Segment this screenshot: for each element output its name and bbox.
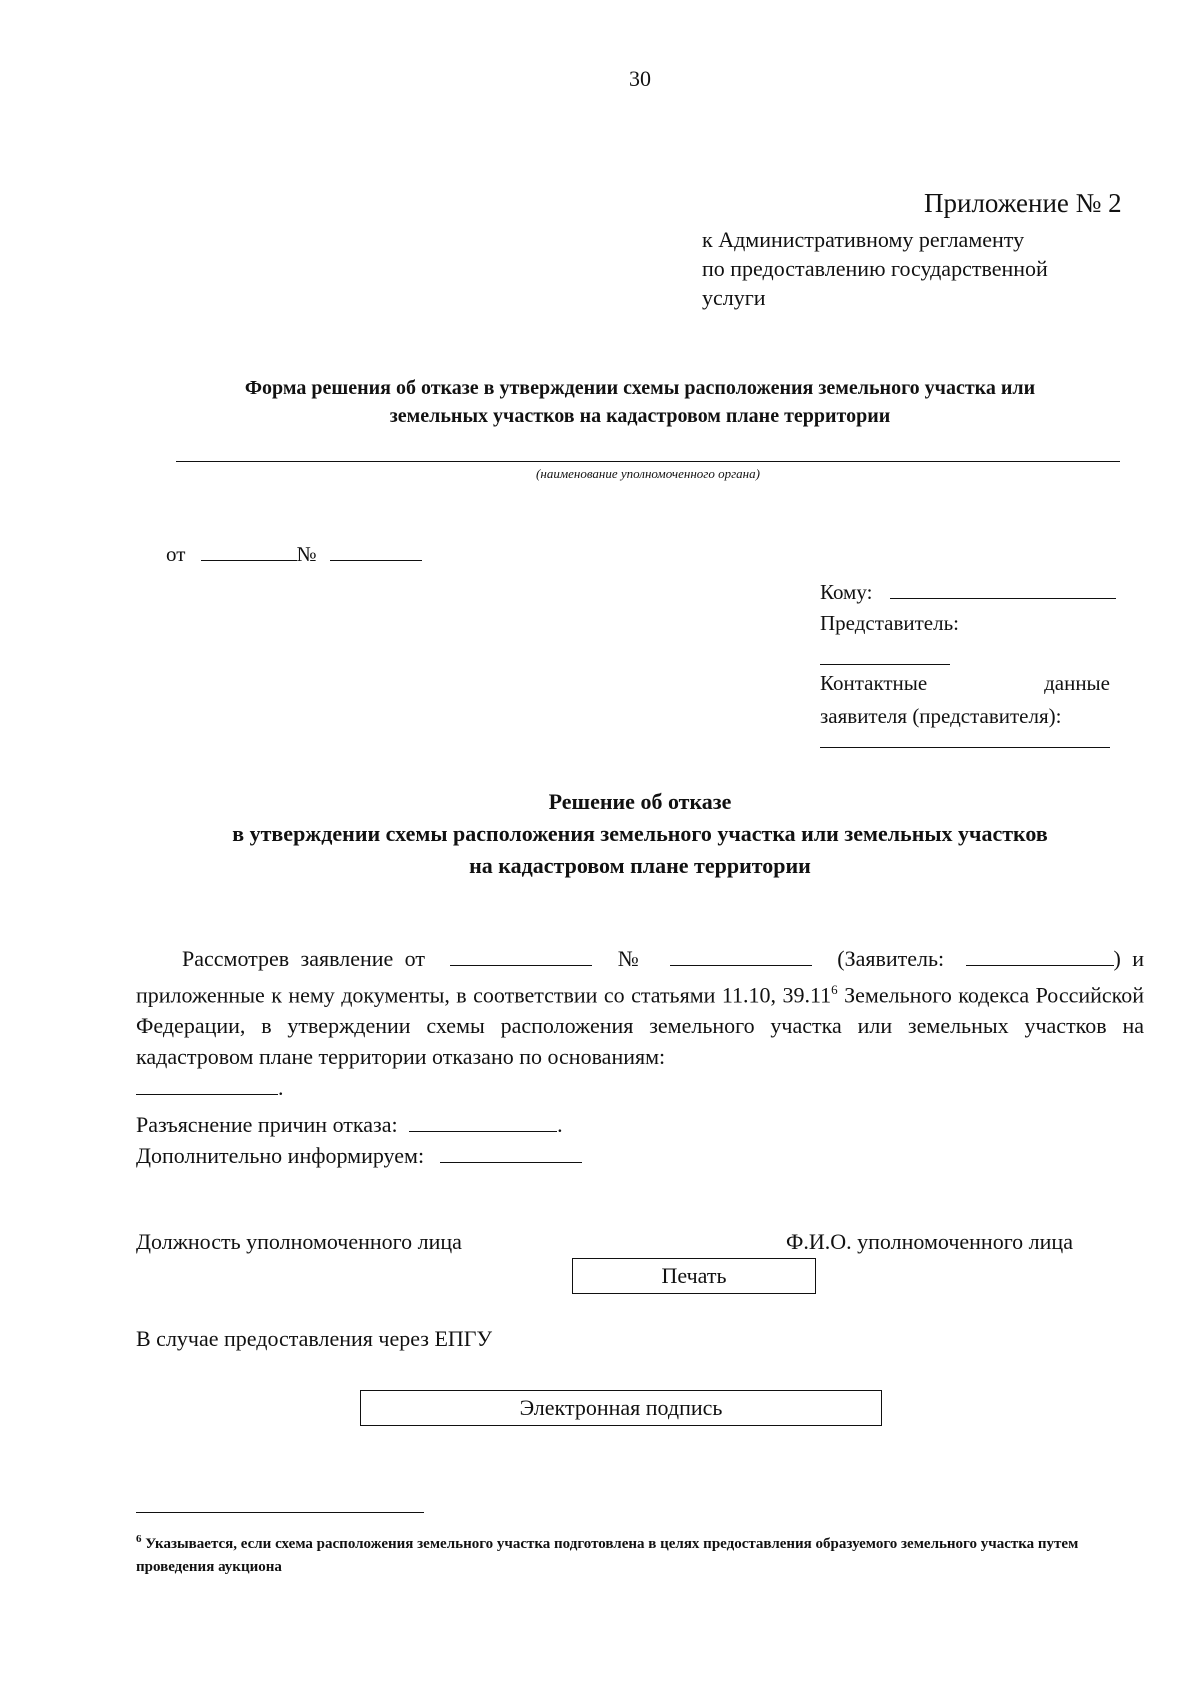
additional-row [136, 1142, 582, 1169]
representative-field[interactable] [820, 664, 950, 665]
form-title-line: земельных участков на кадастровом плане территории [389, 405, 891, 427]
annex-ref-line: по предоставлению государственной [702, 256, 1048, 281]
application-number-field[interactable] [670, 945, 812, 966]
body-period: . [278, 1075, 284, 1101]
dateline [166, 541, 422, 567]
decision-title-line: в утверждении схемы расположения земельного участка или земельных участков [232, 821, 1048, 846]
footnote-mark: 6 [831, 982, 838, 997]
contact-data-label [820, 667, 1110, 733]
page-number: 30 [629, 66, 651, 91]
official-position: Должность уполномоченного лица [136, 1229, 462, 1254]
footnote-divider [136, 1512, 424, 1513]
from-label: от [166, 541, 186, 566]
applicant-close: ) и [1113, 946, 1144, 971]
grounds-field[interactable] [136, 1075, 278, 1096]
body-text: Рассмотрев заявление от [182, 946, 425, 971]
body-text: Земельного кодекса Российской Федерации, в утверждении схемы расположения земельного участка или земельных участков на кадастровом плане территории отказано по основаниям: [136, 982, 1145, 1070]
applicant-open: (Заявитель: [837, 946, 945, 971]
application-date-field[interactable] [450, 945, 592, 966]
stamp-box: Печать [572, 1258, 816, 1294]
contact-line: заявителя (представителя): [820, 704, 1062, 728]
footnote [136, 1528, 1096, 1579]
decision-title-line: на кадастровом плане территории [469, 853, 811, 878]
additional-label: Дополнительно информируем: [136, 1142, 425, 1168]
official-name: Ф.И.О. уполномоченного лица [786, 1229, 1073, 1254]
annex-title: Приложение № 2 [924, 188, 1122, 218]
form-title [140, 374, 1140, 430]
decision-body [136, 943, 1144, 1103]
number-label: № [296, 541, 317, 566]
form-title-line: Форма решения об отказе в утверждении схемы расположения земельного участка или [244, 377, 1036, 399]
number-field[interactable] [330, 541, 422, 561]
additional-field[interactable] [440, 1142, 582, 1163]
reasons-row [136, 1111, 563, 1138]
reasons-end: . [557, 1111, 563, 1137]
representative-label: Представитель: [820, 611, 960, 635]
authority-name-field[interactable] [176, 461, 1120, 462]
annex-ref-line: к Административному регламенту [702, 227, 1025, 252]
egpu-note: В случае предоставления через ЕПГУ [136, 1326, 493, 1351]
recipient-to [820, 579, 1116, 605]
electronic-signature-box: Электронная подпись [360, 1390, 882, 1426]
contact-word: Контактные [820, 671, 928, 695]
decision-title-line: Решение об отказе [548, 789, 732, 814]
to-label: Кому: [820, 579, 873, 604]
recipient-field[interactable] [890, 579, 1116, 599]
applicant-field[interactable] [966, 945, 1114, 966]
body-text: приложенные к нему документы, в соответствии со статьями 11.10, 39.11 [136, 982, 832, 1008]
contact-word: данные [1044, 671, 1110, 695]
annex-reference [702, 225, 1048, 312]
authority-caption: (наименование уполномоченного органа) [536, 466, 760, 481]
date-field[interactable] [201, 541, 297, 561]
footnote-number: 6 [136, 1533, 142, 1545]
reasons-label: Разъяснение причин отказа: [136, 1111, 398, 1137]
reasons-field[interactable] [409, 1111, 557, 1132]
footnote-text: Указывается, если схема расположения земельного участка подготовлена в целях предоставления образуемого земельного участка путем проведения аукциона [136, 1536, 1079, 1575]
decision-title [100, 786, 1180, 882]
contact-data-field[interactable] [820, 747, 1110, 748]
body-number-sign: № [617, 946, 645, 971]
annex-ref-line: услуги [702, 285, 766, 310]
